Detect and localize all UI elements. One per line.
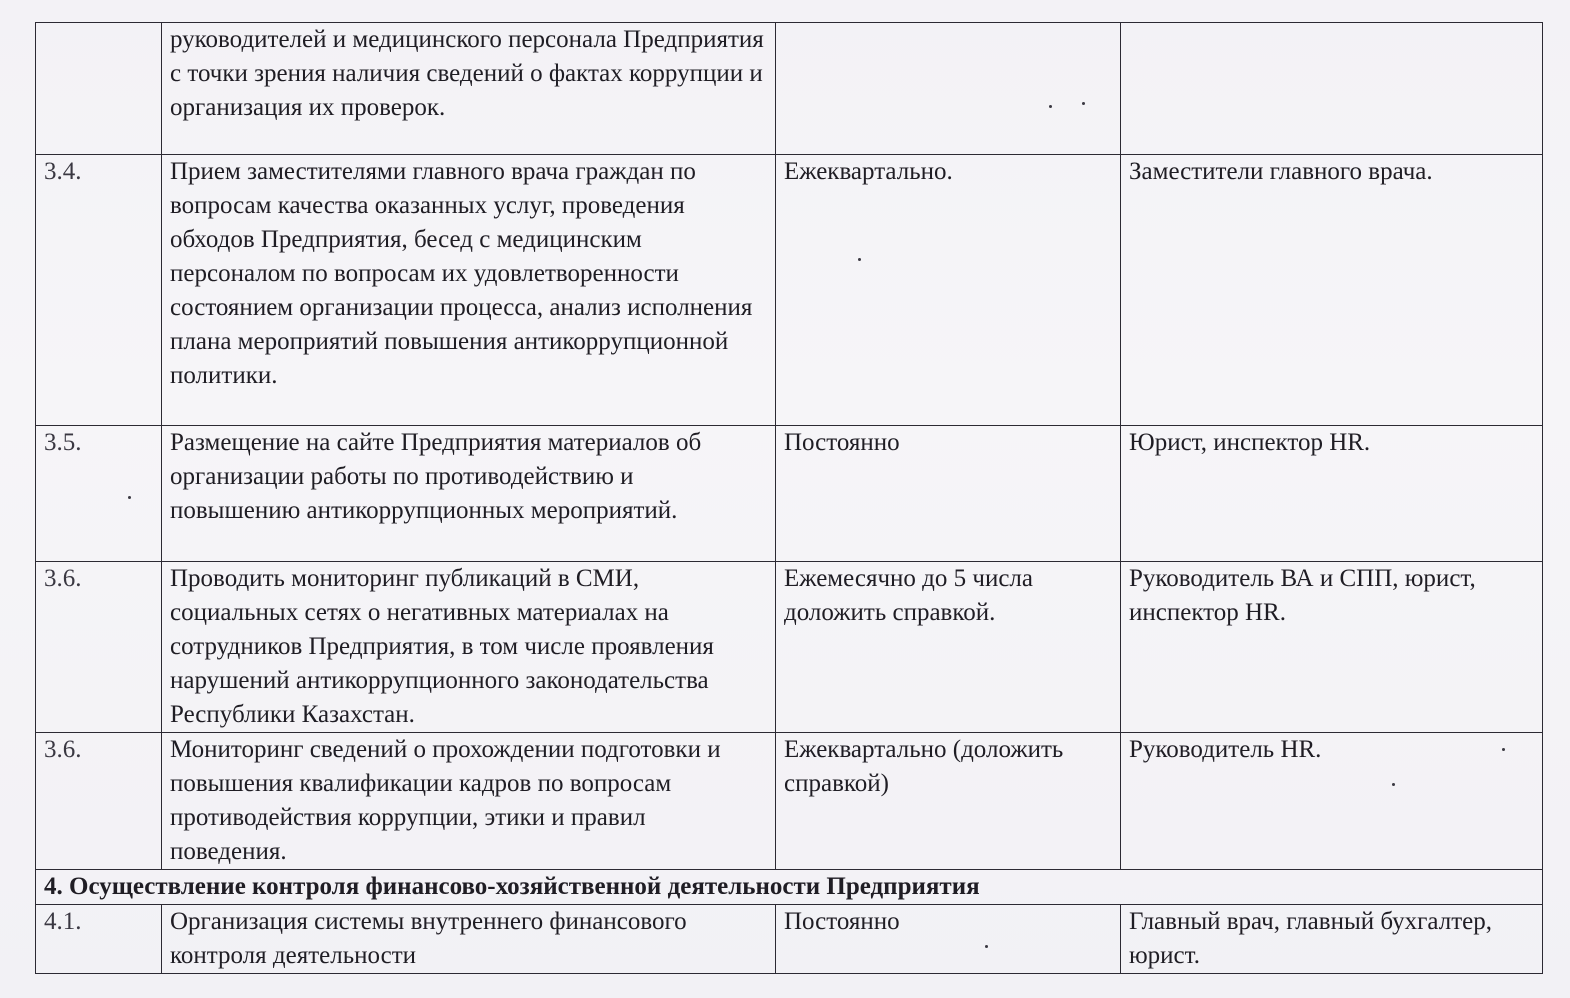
table-row [36,155,1543,426]
responsible-cell [1121,23,1543,155]
scan-speck [1502,748,1505,751]
scan-speck [128,496,131,499]
row-number: 3.6. [36,733,162,870]
scan-speck [1082,102,1085,105]
row-number: 3.5. [36,426,162,562]
action-plan-table [35,22,1543,974]
section-row [36,870,1543,905]
term-cell: Ежемесячно до 5 числа доложить справкой. [776,562,1121,733]
activity-cell: Мониторинг сведений о прохождении подготовки и повышения квалификации кадров по вопросам противодействия коррупции, этики и правил поведения. [162,733,776,870]
table-row [36,426,1543,562]
table-row [36,23,1543,155]
term-cell: Постоянно [776,905,1121,974]
row-number [36,23,162,155]
table-row [36,733,1543,870]
row-number: 4.1. [36,905,162,974]
row-number: 3.6. [36,562,162,733]
activity-cell: Прием заместителями главного врача граждан по вопросам качества оказанных услуг, проведения обходов Предприятия, бесед с медицинским персоналом по вопросам их удовлетворенности состоянием организации процесса, анализ исполнения плана мероприятий повышения антикоррупционной политики. [162,155,776,426]
responsible-cell: Заместители главного врача. [1121,155,1543,426]
responsible-cell: Юрист, инспектор HR. [1121,426,1543,562]
scan-speck [985,945,988,948]
term-cell: Ежеквартально (доложить справкой) [776,733,1121,870]
responsible-cell: Главный врач, главный бухгалтер, юрист. [1121,905,1543,974]
section-heading: 4. Осуществление контроля финансово-хозяйственной деятельности Предприятия [36,870,1543,905]
row-number: 3.4. [36,155,162,426]
responsible-cell: Руководитель ВА и СПП, юрист, инспектор HR. [1121,562,1543,733]
activity-cell: Проводить мониторинг публикаций в СМИ, социальных сетях о негативных материалах на сотрудников Предприятия, в том числе проявления нарушений антикоррупционного законодательства Республики Казахстан. [162,562,776,733]
activity-cell: руководителей и медицинского персонала Предприятия с точки зрения наличия сведений о фактах коррупции и организация их проверок. [162,23,776,155]
responsible-cell: Руководитель HR. [1121,733,1543,870]
table-row [36,905,1543,974]
scan-speck [1049,105,1052,108]
scan-speck [1392,783,1395,786]
term-cell: Ежеквартально. [776,155,1121,426]
scan-speck [858,258,861,261]
table-row [36,562,1543,733]
term-cell: Постоянно [776,426,1121,562]
activity-cell: Организация системы внутреннего финансового контроля деятельности [162,905,776,974]
term-cell [776,23,1121,155]
activity-cell: Размещение на сайте Предприятия материалов об организации работы по противодействию и повышению антикоррупционных мероприятий. [162,426,776,562]
